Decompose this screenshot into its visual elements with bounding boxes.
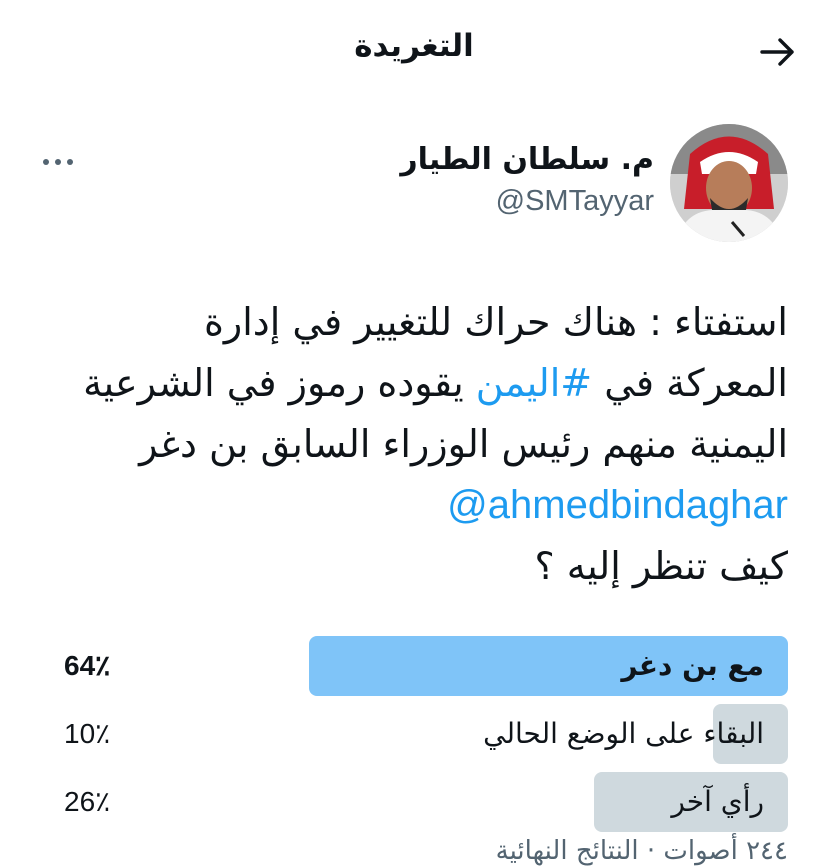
poll-option-label: مع بن دغر	[621, 649, 764, 682]
hashtag-link[interactable]: #اليمن	[475, 361, 593, 405]
poll-footer: ٢٤٤ أصوات · النتائج النهائية	[495, 836, 788, 866]
top-bar	[0, 0, 828, 106]
poll-option-label: رأي آخر	[671, 785, 764, 818]
arrow-right-icon	[760, 37, 796, 67]
poll-option-label: البقاء على الوضع الحالي	[483, 717, 764, 750]
author-handle[interactable]: @SMTayyar	[495, 185, 654, 217]
tweet-line	[38, 353, 788, 414]
poll-option	[40, 772, 788, 832]
page-title: التغريدة	[354, 28, 474, 64]
poll-option-percent: 10٪	[64, 718, 111, 749]
mention-link[interactable]: @ahmedbindaghar	[447, 483, 788, 527]
poll-option-percent: 64٪	[64, 650, 111, 681]
tweet-text-segment: يقوده رموز في الشرعية	[83, 361, 476, 405]
tweet-line: كيف تنظر إليه ؟	[534, 544, 788, 588]
back-button[interactable]	[758, 32, 798, 72]
tweet-line	[38, 475, 788, 536]
tweet-text-segment: المعركة في	[592, 361, 788, 405]
tweet-line: اليمنية منهم رئيس الوزراء السابق بن دغر	[139, 422, 788, 466]
poll-option-percent: 26٪	[64, 786, 111, 817]
poll	[40, 636, 788, 840]
author-name[interactable]: م. سلطان الطيار	[400, 142, 654, 177]
avatar-image	[670, 124, 788, 242]
avatar[interactable]	[670, 124, 788, 242]
tweet-text	[38, 292, 788, 597]
tweet-line: استفتاء : هناك حراك للتغيير في إدارة	[203, 300, 788, 344]
poll-option	[40, 636, 788, 696]
more-options-button[interactable]	[40, 148, 76, 176]
more-dots-icon	[42, 158, 74, 166]
poll-option	[40, 704, 788, 764]
